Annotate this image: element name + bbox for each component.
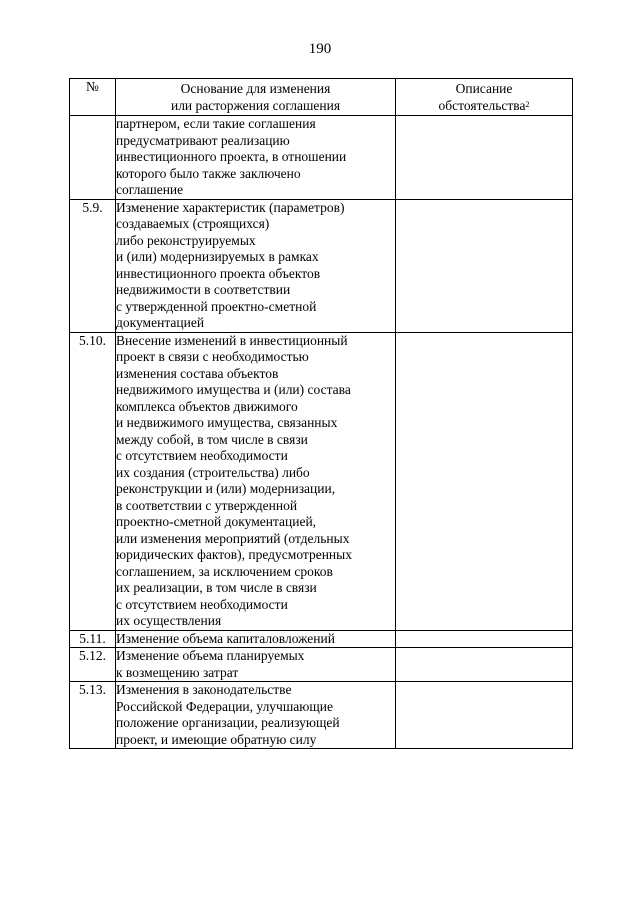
basis-line: недвижимого имущества и (или) состава <box>116 382 351 397</box>
table-row <box>70 648 573 682</box>
basis-line: между собой, в том числе в связи <box>116 431 308 447</box>
basis-line: инвестиционного проекта объектов <box>116 265 321 281</box>
row-number: 5.13. <box>70 682 116 749</box>
basis-line: инвестиционного проекта, в отношении <box>116 149 347 164</box>
row-basis <box>116 682 396 749</box>
basis-line: и (или) модернизируемых в рамках <box>116 249 319 264</box>
header-description <box>396 79 573 116</box>
table-row <box>70 116 573 200</box>
basis-line: к возмещению затрат <box>116 664 239 680</box>
basis-line: или изменения мероприятий (отдельных <box>116 530 350 546</box>
table-header-row <box>70 79 573 116</box>
basis-line: Изменение характеристик (параметров) <box>116 199 345 215</box>
basis-line: их реализации, в том числе в связи <box>116 580 317 595</box>
footnote-marker: 2 <box>525 99 530 109</box>
basis-line: их осуществления <box>116 613 222 628</box>
basis-line: Внесение изменений в инвестиционный <box>116 332 348 348</box>
basis-line: и недвижимого имущества, связанных <box>116 415 338 430</box>
basis-line: юридических фактов), предусмотренных <box>116 547 352 562</box>
basis-line: Изменение объема капиталовложений <box>116 630 335 646</box>
basis-line: изменения состава объектов <box>116 365 279 381</box>
header-number: № <box>70 79 116 116</box>
basis-line: их создания (строительства) либо <box>116 464 310 480</box>
basis-line: недвижимости в соответствии <box>116 282 291 297</box>
basis-line: предусматривают реализацию <box>116 132 290 148</box>
row-description <box>396 116 573 200</box>
basis-line: положение организации, реализующей <box>116 715 340 730</box>
row-number: 5.11. <box>70 630 116 648</box>
table-row <box>70 682 573 749</box>
row-basis <box>116 199 396 332</box>
header-basis-line: или расторжения соглашения <box>170 97 341 113</box>
header-desc-line: Описание <box>455 81 513 96</box>
row-description <box>396 630 573 648</box>
basis-line: которого было также заключено <box>116 165 301 181</box>
basis-line: с отсутствием необходимости <box>116 448 288 463</box>
basis-line: Российской Федерации, улучшающие <box>116 698 333 714</box>
basis-line: партнером, если такие соглашения <box>116 116 316 131</box>
row-basis <box>116 630 396 648</box>
basis-line: в соответствии с утвержденной <box>116 497 298 513</box>
row-number: 5.9. <box>70 199 116 332</box>
row-description <box>396 648 573 682</box>
basis-line: проектно-сметной документацией, <box>116 514 317 529</box>
basis-line: создаваемых (строящихся) <box>116 216 270 231</box>
header-basis-line: Основание для изменения <box>180 81 331 96</box>
page-number: 190 <box>308 41 332 57</box>
agreement-change-table <box>69 78 573 749</box>
row-basis <box>116 648 396 682</box>
basis-line: документацией <box>116 315 205 330</box>
basis-line: соглашением, за исключением сроков <box>116 563 333 579</box>
basis-line: с утвержденной проектно-сметной <box>116 298 317 314</box>
header-desc-line: обстоятельства <box>438 97 526 113</box>
row-basis <box>116 116 396 200</box>
row-description <box>396 199 573 332</box>
basis-line: либо реконструируемых <box>116 232 256 248</box>
row-basis <box>116 332 396 630</box>
basis-line: проект, и имеющие обратную силу <box>116 731 317 747</box>
basis-line: проект в связи с необходимостью <box>116 349 309 364</box>
row-description <box>396 682 573 749</box>
basis-line: комплекса объектов движимого <box>116 398 298 414</box>
basis-line: Изменение объема планируемых <box>116 648 305 663</box>
table-row <box>70 332 573 630</box>
basis-line: соглашение <box>116 182 184 197</box>
header-basis <box>116 79 396 116</box>
row-number: 5.10. <box>70 332 116 630</box>
basis-line: с отсутствием необходимости <box>116 596 288 612</box>
row-description <box>396 332 573 630</box>
basis-line: Изменения в законодательстве <box>116 682 292 697</box>
table-row <box>70 199 573 332</box>
basis-line: реконструкции и (или) модернизации, <box>116 481 336 496</box>
row-number: 5.12. <box>70 648 116 682</box>
table-row <box>70 630 573 648</box>
row-number <box>70 116 116 200</box>
